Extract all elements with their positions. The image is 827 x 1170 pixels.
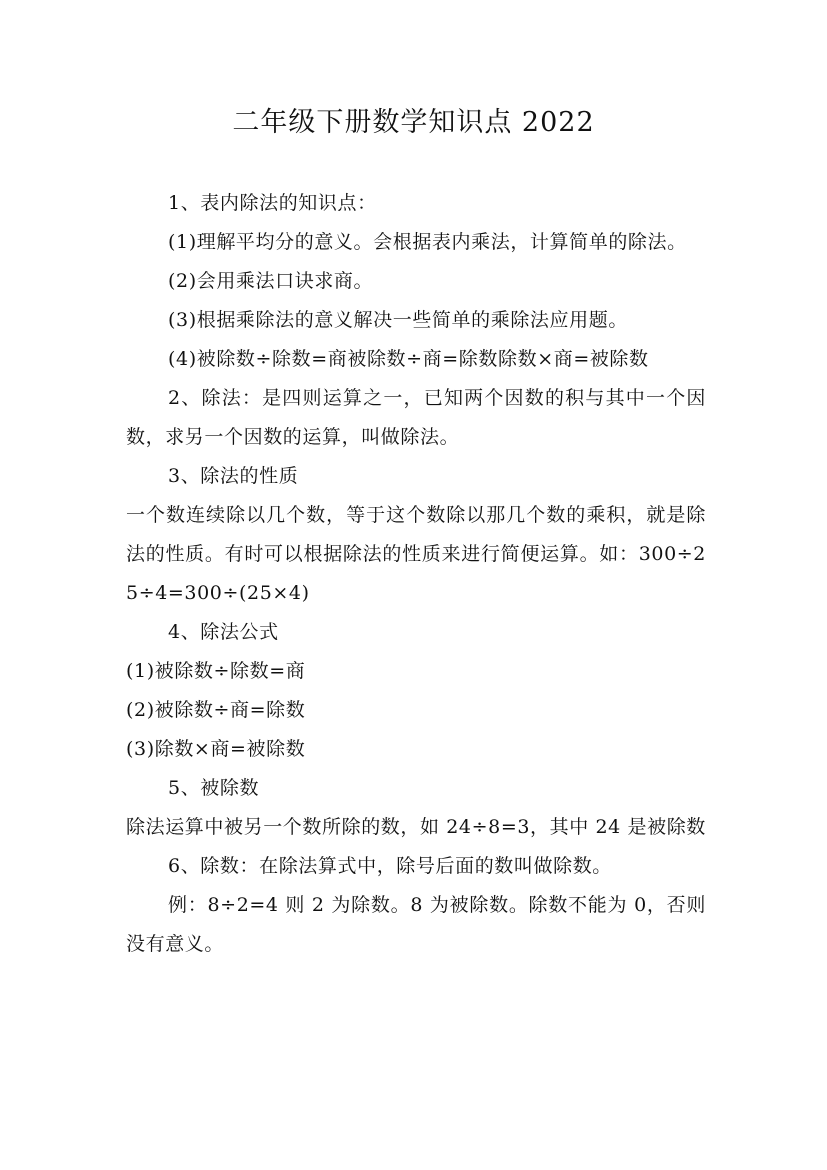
paragraph: (1)被除数÷除数=商 (126, 660, 306, 682)
paragraph: 除法运算中被另一个数所除的数，如 24÷8=3，其中 24 是被除数 (126, 816, 706, 838)
section-heading-6: 6、除数：在除法算式中，除号后面的数叫做除数。 (168, 855, 612, 877)
paragraph: 一个数连续除以几个数，等于这个数除以那几个数的乘积，就是除法的性质。有时可以根据除法的性质来进行简便运算。如：300÷25÷4=300÷(25×4) (126, 504, 706, 604)
paragraph: (3)除数×商=被除数 (126, 738, 306, 760)
paragraph: (1)理解平均分的意义。会根据表内乘法，计算简单的除法。 (168, 231, 687, 253)
section-heading-1: 1、表内除法的知识点： (168, 192, 377, 214)
paragraph: (3)根据乘除法的意义解决一些简单的乘除法应用题。 (168, 309, 628, 331)
paragraph: (2)会用乘法口诀求商。 (168, 270, 374, 292)
document-body (126, 184, 706, 964)
section-heading-4: 4、除法公式 (168, 621, 279, 643)
paragraph: (4)被除数÷除数=商被除数÷商=除数除数×商=被除数 (168, 348, 649, 370)
section-heading-5: 5、被除数 (168, 777, 260, 799)
section-heading-2: 2、除法：是四则运算之一，已知两个因数的积与其中一个因数，求另一个因数的运算，叫做除法。 (126, 387, 706, 448)
section-heading-3: 3、除法的性质 (168, 465, 299, 487)
document-title: 二年级下册数学知识点 2022 (232, 107, 595, 138)
paragraph: 例：8÷2=4 则 2 为除数。8 为被除数。除数不能为 0，否则没有意义。 (126, 894, 706, 955)
paragraph: (2)被除数÷商=除数 (126, 699, 306, 721)
